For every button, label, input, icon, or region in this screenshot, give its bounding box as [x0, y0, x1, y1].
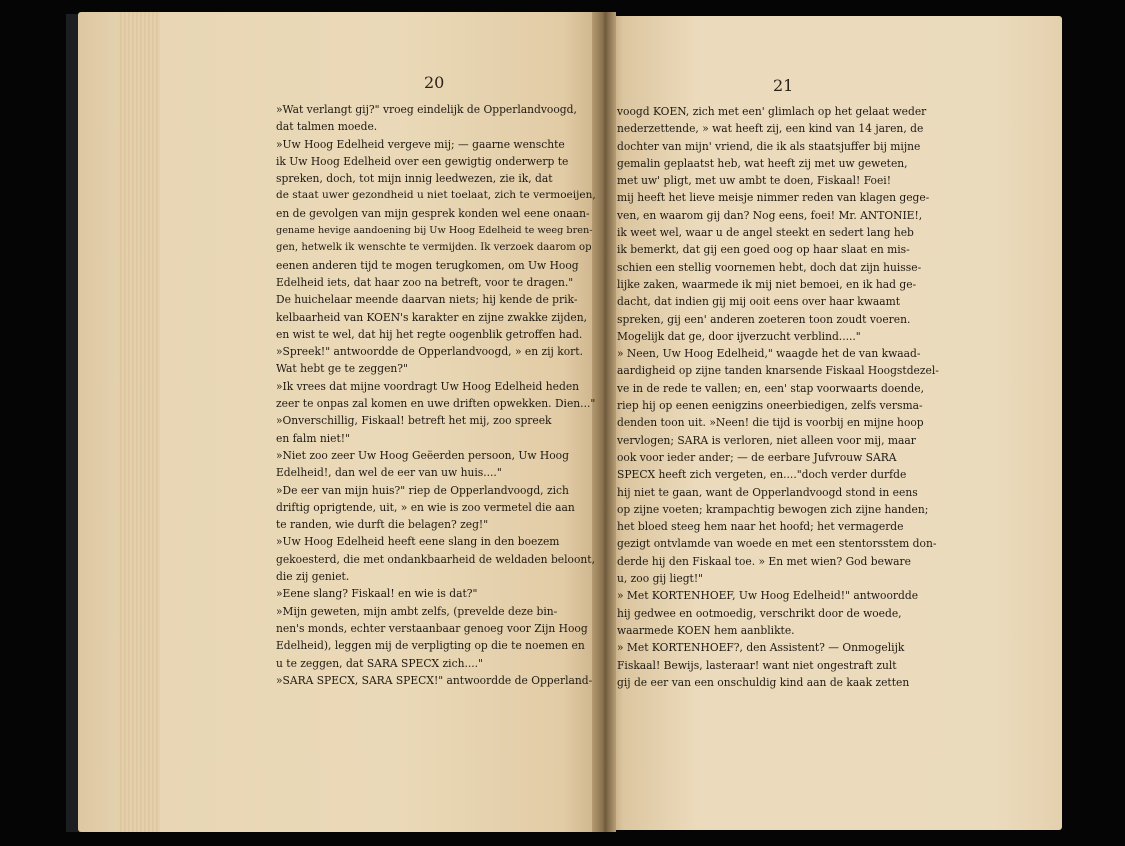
text-line: Edelheid!, dan wel de eer van uw huis...." — [276, 466, 502, 480]
text-line: hij niet te gaan, want de Opperlandvoogd stond in eens — [617, 485, 918, 499]
text-line: nederzettende, » wat heeft zij, een kind van 14 jaren, de — [617, 122, 924, 136]
text-line: »Uw Hoog Edelheid heeft eene slang in den boezem — [276, 535, 560, 549]
text-line: »Spreek!" antwoordde de Opperlandvoogd, » en zij kort. — [276, 345, 583, 359]
text-line: dochter van mijn' vriend, die ik als staatsjuffer bij mijne — [617, 139, 921, 153]
text-line: en falm niet!" — [276, 431, 351, 445]
text-line: schien een stellig voornemen hebt, doch dat zijn huisse- — [617, 260, 922, 274]
right-page-text — [617, 103, 940, 691]
left-page-number: 20 — [424, 73, 445, 92]
text-line: »Eene slang? Fiskaal! en wie is dat?" — [276, 587, 478, 601]
text-line: De huichelaar meende daarvan niets; hij kende de prik- — [276, 293, 578, 307]
text-line: »De eer van mijn huis?" riep de Opperlandvoogd, zich — [276, 483, 569, 497]
text-line: u, zoo gij liegt!" — [617, 572, 704, 586]
text-line: nen's monds, echter verstaanbaar genoeg voor Zijn Hoog — [276, 621, 588, 635]
text-line: en de gevolgen van mijn gesprek konden wel eene onaan- — [276, 206, 590, 220]
text-line: Fiskaal! Bewijs, lasteraar! want niet ongestraft zult — [617, 658, 897, 672]
text-line: spreken, doch, tot mijn innig leedwezen, zie ik, dat — [276, 172, 553, 186]
text-line: gemalin geplaatst heb, wat heeft zij met uw geweten, — [617, 156, 908, 170]
page-fore-edge — [118, 12, 160, 832]
text-line: » Met KORTENHOEF?, den Assistent? — Onmogelijk — [617, 641, 905, 655]
text-line: voogd KOEN, zich met een' glimlach op het gelaat weder — [617, 105, 927, 118]
text-line: eenen anderen tijd te mogen terugkomen, om Uw Hoog — [276, 258, 579, 272]
text-line: aardigheid op zijne tanden knarsende Fiskaal Hoogstdezel- — [617, 364, 939, 378]
left-page-text — [276, 101, 596, 689]
text-line: dat talmen moede. — [276, 120, 378, 134]
text-line: SPECX heeft zich vergeten, en...."doch verder durfde — [617, 468, 907, 482]
text-line: »Onverschillig, Fiskaal! betreft het mij, zoo spreek — [276, 414, 552, 428]
text-line: ook voor ieder ander; — de eerbare Jufvrouw SARA — [617, 450, 897, 464]
text-line: »SARA SPECX, SARA SPECX!" antwoordde de Opperland- — [276, 673, 593, 687]
text-line: ve in de rede te vallen; en, een' stap voorwaarts doende, — [617, 381, 924, 395]
text-line: lijke zaken, waarmede ik mij niet bemoei, en ik had ge- — [617, 277, 917, 291]
text-line: gij de eer van een onschuldig kind aan de kaak zetten — [617, 675, 910, 689]
text-line: gezigt ontvlamde van woede en met een stentorsstem don- — [617, 537, 937, 551]
text-line: op zijne voeten; krampachtig bewogen zich zijne handen; — [617, 502, 929, 516]
text-line: met uw' pligt, met uw ambt te doen, Fiskaal! Foei! — [617, 174, 891, 188]
text-line: die zij geniet. — [276, 570, 350, 584]
text-line: » Neen, Uw Hoog Edelheid," waagde het de van kwaad- — [617, 347, 921, 361]
text-line: derde hij den Fiskaal toe. » En met wien? God beware — [617, 554, 911, 568]
text-line: spreken, gij een' anderen zoeteren toon zoudt voeren. — [617, 312, 911, 326]
right-page-number: 21 — [773, 76, 794, 95]
text-line: vervlogen; SARA is verloren, niet alleen voor mij, maar — [617, 433, 916, 447]
text-line: ven, en waarom gij dan? Nog eens, foei! Mr. ANTONIE!, — [617, 208, 923, 222]
text-line: denden toon uit. »Neen! die tijd is voorbij en mijne hoop — [617, 416, 924, 430]
text-line: ik bemerkt, dat gij een goed oog op haar slaat en mis- — [617, 243, 910, 257]
text-line: »Niet zoo zeer Uw Hoog Geëerden persoon, Uw Hoog — [276, 448, 569, 462]
text-line: de staat uwer gezondheid u niet toelaat, zich te vermoeijen, — [276, 189, 596, 202]
text-line: ik weet wel, waar u de angel steekt en sedert lang heb — [617, 226, 914, 240]
text-line: » Met KORTENHOEF, Uw Hoog Edelheid!" antwoordde — [617, 589, 919, 603]
text-line: »Mijn geweten, mijn ambt zelfs, (prevelde deze bin- — [276, 604, 558, 618]
text-line: te randen, wie durft die belagen? zeg!" — [276, 518, 489, 532]
text-line: Edelheid), leggen mij de verpligting op die te noemen en — [276, 639, 585, 653]
text-line: Edelheid iets, dat haar zoo na betreft, voor te dragen." — [276, 275, 574, 289]
text-line: ik Uw Hoog Edelheid over een gewigtig onderwerp te — [276, 154, 569, 168]
text-line: en wist te wel, dat hij het regte oogenblik getroffen had. — [276, 327, 583, 341]
text-line: »Uw Hoog Edelheid vergeve mij; — gaarne wenschte — [276, 137, 565, 151]
text-line: riep hij op eenen eenigzins oneerbiedigen, zelfs versma- — [617, 399, 923, 413]
text-line: u te zeggen, dat SARA SPECX zich...." — [276, 656, 483, 670]
text-line: gen, hetwelk ik wenschte te vermijden. Ik verzoek daarom op — [276, 242, 592, 254]
text-line: hij gedwee en ootmoedig, verschrikt door de woede, — [617, 606, 902, 620]
text-line: Mogelijk dat ge, door ijverzucht verblind....." — [617, 329, 861, 343]
text-line: driftig oprigtende, uit, » en wie is zoo vermetel die aan — [276, 500, 575, 514]
text-line: het bloed steeg hem naar het hoofd; het vermagerde — [617, 520, 904, 534]
text-line: »Wat verlangt gij?" vroeg eindelijk de Opperlandvoogd, — [276, 103, 577, 116]
text-line: waarmede KOEN hem aanblikte. — [617, 623, 795, 637]
text-line: dacht, dat indien gij mij ooit eens over haar kwaamt — [617, 295, 901, 309]
text-line: mij heeft het lieve meisje nimmer reden van klagen gege- — [617, 191, 930, 205]
text-line: zeer te onpas zal komen en uwe driften opwekken. Dien..." — [276, 397, 596, 411]
text-line: Wat hebt ge te zeggen?" — [276, 362, 408, 376]
text-line: gename hevige aandoening bij Uw Hoog Edelheid te weeg bren- — [276, 225, 593, 237]
text-line: »Ik vrees dat mijne voordragt Uw Hoog Edelheid heden — [276, 379, 580, 393]
text-line: kelbaarheid van KOEN's karakter en zijne zwakke zijden, — [276, 310, 588, 324]
text-line: gekoesterd, die met ondankbaarheid de weldaden beloont, — [276, 552, 595, 566]
